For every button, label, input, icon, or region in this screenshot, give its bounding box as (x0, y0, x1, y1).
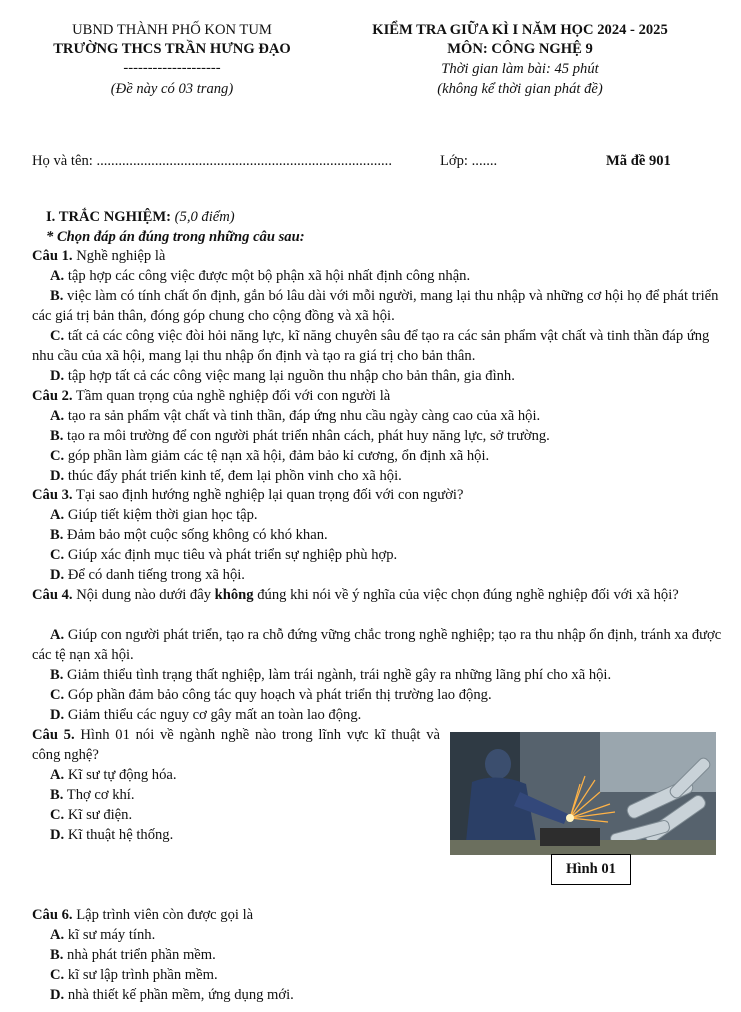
question-label: Câu 1. (32, 248, 73, 264)
header-divider: -------------------- (123, 60, 221, 76)
question-emphasis: không (214, 587, 254, 603)
option-text: Để có danh tiếng trong xã hội. (64, 567, 245, 583)
option-text: Đảm bảo một cuộc sống không có khó khan. (63, 527, 328, 543)
question-6-option-b (50, 946, 730, 966)
option-letter: D. (50, 567, 65, 583)
option-letter: A. (50, 927, 65, 943)
question-2-option-a (50, 407, 730, 427)
question-5-option-b (50, 786, 430, 806)
option-text: thúc đẩy phát triển kinh tế, đem lại phồn vinh cho xã hội. (64, 468, 402, 484)
student-class-label: Lớp: (440, 153, 472, 169)
question-text: Nghề nghiệp là (72, 248, 166, 264)
question-2-option-d (50, 467, 730, 487)
option-text: tập hợp các công việc được một bộ phận xã hội nhất định công nhận. (64, 268, 471, 284)
question-3-option-c (50, 546, 730, 566)
question-label: Câu 2. (32, 388, 73, 404)
option-text: Giúp xác định mục tiêu và phát triển sự nghiệp phù hợp. (64, 547, 398, 563)
question-text: Nội dung nào dưới đây (72, 587, 215, 603)
question-5-option-c (50, 806, 430, 826)
exam-code: Mã đề 901 (606, 153, 671, 169)
option-letter: D. (50, 707, 65, 723)
option-letter: A. (50, 268, 65, 284)
question-label: Câu 5. (32, 727, 75, 743)
figure-caption: Hình 01 (551, 854, 631, 885)
question-2 (32, 387, 728, 407)
option-text: Giúp tiết kiệm thời gian học tập. (64, 507, 258, 523)
question-3-option-d (50, 566, 730, 586)
header-page-count: (Đề này có 03 trang) (110, 81, 234, 97)
exam-time: Thời gian làm bài: 45 phút (441, 61, 599, 77)
question-5-option-d (50, 826, 430, 846)
question-1-option-c (32, 327, 728, 366)
question-text-rest: đúng khi nói về ý nghĩa của việc chọn đúng nghề nghiệp đối với xã hội? (253, 587, 679, 603)
section-points: (5,0 điểm) (174, 209, 235, 225)
option-letter: A. (50, 627, 65, 643)
question-2-option-c (50, 447, 730, 467)
question-1-option-b (32, 287, 728, 326)
option-letter: C. (50, 687, 65, 703)
option-text: nhà phát triển phần mềm. (63, 947, 216, 963)
option-text: tạo ra môi trường để con người phát triển nhân cách, phát huy năng lực, sở trường. (63, 428, 550, 444)
option-letter: B. (50, 527, 64, 543)
question-4 (32, 586, 728, 606)
question-6-option-d (50, 986, 730, 1006)
option-letter: D. (50, 987, 65, 1003)
question-6 (32, 906, 728, 926)
option-letter: D. (50, 468, 65, 484)
option-text: Kĩ sư tự động hóa. (64, 767, 177, 783)
question-5-option-a (50, 766, 430, 786)
option-letter: B. (50, 787, 64, 803)
option-letter: C. (50, 328, 65, 344)
option-letter: B. (50, 947, 64, 963)
student-name-row (32, 152, 442, 172)
welder-illustration (450, 732, 716, 855)
figure-photo-welder (450, 732, 716, 855)
question-label: Câu 3. (32, 487, 73, 503)
header-authority: UBND THÀNH PHỐ KON TUM (72, 22, 272, 38)
section-title-text: I. TRẮC NGHIỆM: (46, 209, 175, 225)
option-letter: B. (50, 428, 64, 444)
option-text: kĩ sư lập trình phần mềm. (64, 967, 218, 983)
header-school-name: TRƯỜNG THCS TRẦN HƯNG ĐẠO (53, 41, 291, 57)
option-text: Giảm thiểu các nguy cơ gây mất an toàn lao động. (64, 707, 362, 723)
option-letter: B. (50, 288, 64, 304)
question-2-option-b (50, 427, 730, 447)
question-4-option-b (50, 666, 730, 686)
question-4-option-a (32, 626, 728, 665)
section-instruction: * Chọn đáp án đúng trong những câu sau: (46, 229, 305, 245)
option-letter: A. (50, 408, 65, 424)
question-text: Hình 01 nói về ngành nghề nào trong lĩnh vực kĩ thuật và công nghệ? (32, 727, 440, 763)
option-text: tất cả các công việc đòi hỏi năng lực, kĩ năng chuyên sâu để tạo ra các sản phẩm vật chất và tinh thần đáp ứng nhu cầu của xã hội, mang lại thu nhập ổn định và tạo ra giá trị cho bản thân. (32, 328, 710, 364)
option-text: tạo ra sản phẩm vật chất và tinh thần, đáp ứng nhu cầu ngày càng cao của xã hội. (64, 408, 541, 424)
question-text: Tầm quan trọng của nghề nghiệp đối với con người là (72, 388, 391, 404)
exam-title: KIỂM TRA GIỮA KÌ I NĂM HỌC 2024 - 2025 (372, 22, 668, 38)
option-text: Kĩ sư điện. (64, 807, 133, 823)
question-4-option-d (50, 706, 730, 726)
option-letter: D. (50, 827, 65, 843)
student-name-label: Họ và tên: (32, 153, 97, 169)
question-1 (32, 247, 728, 267)
question-text: Tại sao định hướng nghề nghiệp lại quan trọng đối với con người? (72, 487, 464, 503)
option-text: Kĩ thuật hệ thống. (64, 827, 174, 843)
student-class-row (440, 152, 497, 172)
option-letter: C. (50, 547, 65, 563)
option-text: Thợ cơ khí. (63, 787, 135, 803)
option-text: Giúp con người phát triển, tạo ra chỗ đứng vững chắc trong nghề nghiệp; tạo ra thu nhập ổn định, tránh xa được các tệ nạn xã hội. (32, 627, 722, 663)
option-letter: A. (50, 507, 65, 523)
question-3-option-a (50, 506, 730, 526)
question-3-option-b (50, 526, 730, 546)
option-letter: C. (50, 967, 65, 983)
option-text: kĩ sư máy tính. (64, 927, 156, 943)
question-3 (32, 486, 728, 506)
student-name-field: ................................................................................. (96, 153, 392, 169)
option-letter: A. (50, 767, 65, 783)
option-text: nhà thiết kế phần mềm, ứng dụng mới. (64, 987, 294, 1003)
section-title (46, 208, 235, 228)
question-1-option-a (50, 267, 730, 287)
question-label: Câu 4. (32, 587, 73, 603)
question-6-option-c (50, 966, 730, 986)
option-text: tập hợp tất cả các công việc mang lại nguồn thu nhập cho bản thân, gia đình. (64, 368, 515, 384)
worker-helmet (485, 749, 511, 779)
question-6-option-a (50, 926, 730, 946)
option-letter: B. (50, 667, 64, 683)
option-text: việc làm có tính chất ổn định, gắn bó lâu dài với mỗi người, mang lại thu nhập và những cơ hội họ để phát triển các giá trị bản thân, đóng góp chung cho cộng đồng và xã hội. (32, 288, 719, 324)
option-letter: C. (50, 807, 65, 823)
student-class-field: ....... (471, 153, 498, 169)
exam-subject: MÔN: CÔNG NGHỆ 9 (447, 41, 593, 57)
option-letter: C. (50, 448, 65, 464)
option-text: Giảm thiểu tình trạng thất nghiệp, làm trái ngành, trái nghề gây ra những lãng phí cho xã hội. (63, 667, 612, 683)
question-text: Lập trình viên còn được gọi là (72, 907, 254, 923)
option-letter: D. (50, 368, 65, 384)
question-4-option-c (50, 686, 730, 706)
question-label: Câu 6. (32, 907, 73, 923)
question-5 (32, 726, 440, 765)
option-text: góp phần làm giảm các tệ nạn xã hội, đảm bảo kỉ cương, ổn định xã hội. (64, 448, 490, 464)
question-1-option-d (50, 367, 730, 387)
option-text: Góp phần đảm bảo công tác quy hoạch và phát triển thị trường lao động. (64, 687, 492, 703)
exam-time-note: (không kể thời gian phát đề) (437, 81, 603, 97)
